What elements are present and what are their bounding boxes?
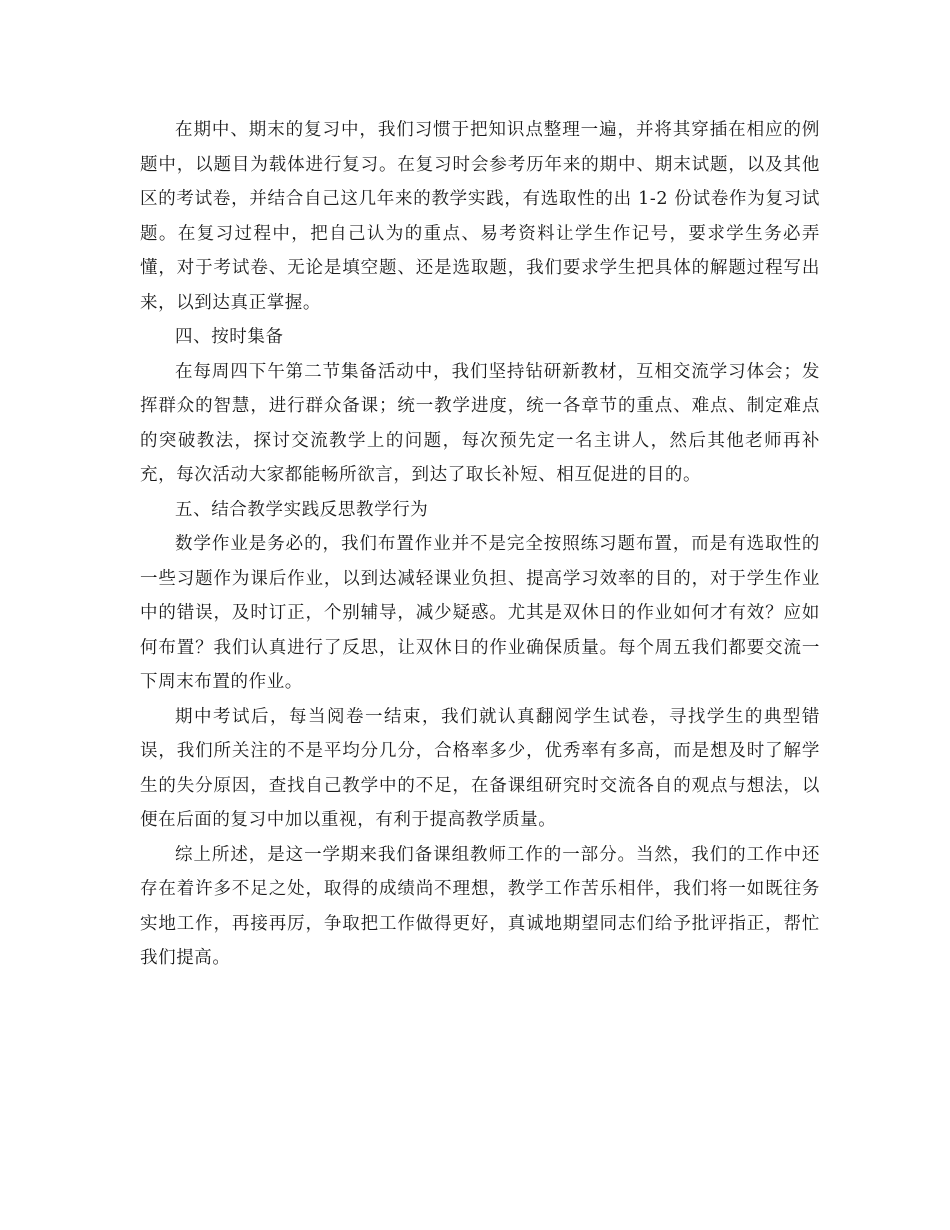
section-heading-reflection: 五、结合教学实践反思教学行为 [175,499,429,520]
paragraph-homework: 数学作业是务必的，我们布置作业并不是完全按照练习题布置，而是有选取性的一些习题作为课后作业，以到达减轻课业负担、提高学习效率的目的，对于学生作业中的错误，及时订正，个别辅导，减少疑惑。尤其是双休日的作业如何才有效？应如何布置？我们认真进行了反思，让双休日的作业确保质量。每个周五我们都要交流一下周末布置的作业。 [140,534,820,692]
paragraph-collective-prep: 在每周四下午第二节集备活动中，我们坚持钻研新教材，互相交流学习体会；发挥群众的智慧，进行群众备课；统一教学进度，统一各章节的重点、难点、制定难点的突破教法，探讨交流教学上的问题，每次预先定一名主讲人，然后其他老师再补充，每次活动大家都能畅所欲言，到达了取长补短、相互促进的目的。 [140,361,820,485]
paragraph-midterm-analysis: 期中考试后，每当阅卷一结束，我们就认真翻阅学生试卷，寻找学生的典型错误，我们所关注的不是平均分几分，合格率多少，优秀率有多高，而是想及时了解学生的失分原因，查找自己教学中的不足，在备课组研究时交流各自的观点与想法，以便在后面的复习中加以重视，有利于提高教学质量。 [140,706,820,830]
paragraph-summary: 综上所述，是这一学期来我们备课组教师工作的一部分。当然，我们的工作中还存在着许多不足之处，取得的成绩尚不理想，教学工作苦乐相伴，我们将一如既往务实地工作，再接再厉，争取把工作做得更好，真诚地期望同志们给予批评指正，帮忙我们提高。 [140,844,820,968]
paragraph-review-method: 在期中、期末的复习中，我们习惯于把知识点整理一遍，并将其穿插在相应的例题中，以题目为载体进行复习。在复习时会参考历年来的期中、期末试题，以及其他区的考试卷，并结合自己这几年来的教学实践，有选取性的出 1-2 份试卷作为复习试题。在复习过程中，把自己认为的重点、易考资料让学生作记号，要求学生务必弄懂，对于考试卷、无论是填空题、还是选取题，我们要求学生把具体的解题过程写出来，以到达真正掌握。 [140,120,820,313]
section-heading-collective-prep: 四、按时集备 [175,327,284,347]
document-body [140,113,820,976]
